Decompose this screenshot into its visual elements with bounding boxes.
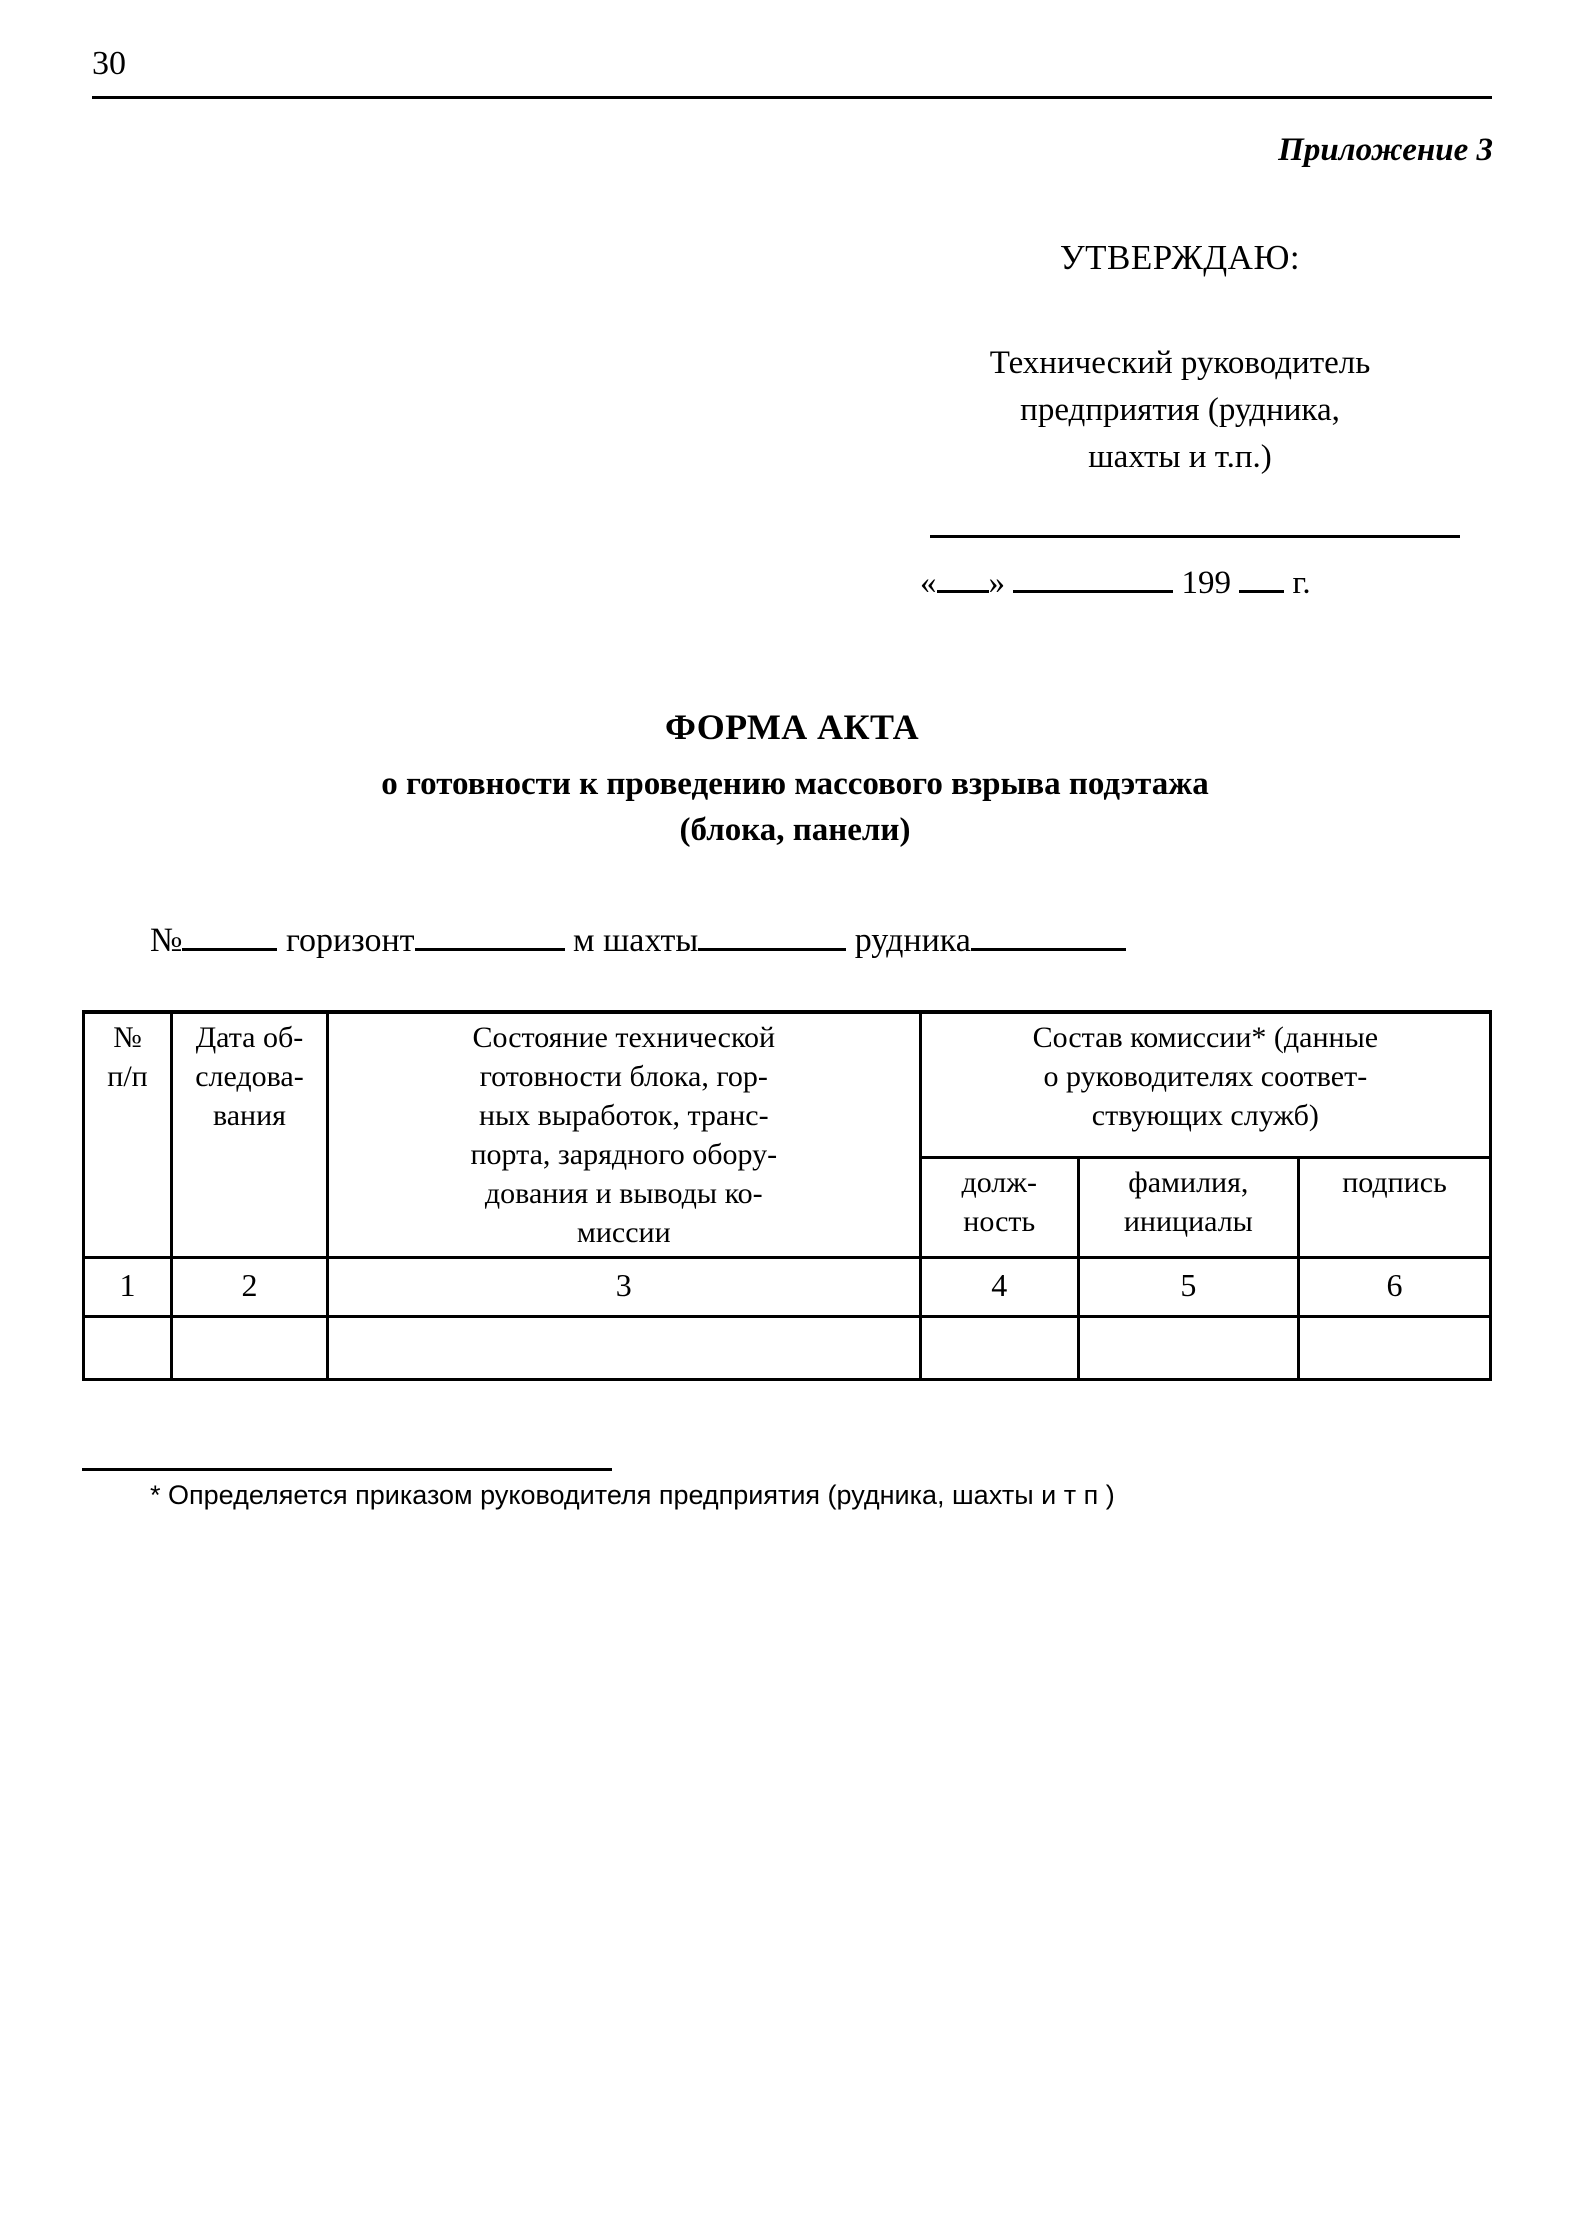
- number-blank: [182, 948, 277, 951]
- header-commission-line-2: о руководителях соответ-: [1043, 1060, 1368, 1093]
- column-number-5: 5: [1078, 1258, 1298, 1317]
- approval-line-2: предприятия (рудника,: [1020, 391, 1340, 428]
- header-cell-post: [920, 1157, 1078, 1257]
- header-state-line-6: миссии: [576, 1216, 671, 1249]
- header-date-line-1: Дата об-: [195, 1021, 304, 1054]
- approval-date-line: [920, 565, 1465, 602]
- column-number-3: 3: [327, 1258, 920, 1317]
- date-day-blank: [937, 590, 989, 593]
- page-number: 30: [92, 45, 126, 82]
- approval-authority: [900, 340, 1460, 481]
- header-cell-state: [327, 1012, 920, 1258]
- form-subtitle-line-1: о готовности к проведению массового взрыва подэтажа: [381, 766, 1209, 802]
- location-blank-line: [150, 922, 1480, 960]
- header-commission-line-1: Состав комиссии* (данные: [1032, 1021, 1379, 1054]
- header-cell-date: [172, 1012, 328, 1258]
- header-state-line-2: готовности блока, гор-: [479, 1060, 768, 1093]
- table-cell-signature[interactable]: [1298, 1316, 1490, 1379]
- header-divider: [92, 96, 1492, 99]
- appendix-label: Приложение 3: [1278, 132, 1493, 168]
- date-year: 199: [1181, 565, 1231, 601]
- act-table: [82, 1010, 1492, 1381]
- header-number-line-2: п/п: [107, 1060, 148, 1093]
- form-subtitle-line-2: (блока, панели): [679, 811, 911, 848]
- pit-blank: [971, 948, 1126, 951]
- table-cell-date[interactable]: [172, 1316, 328, 1379]
- footnote-text: * Определяется приказом руководителя предприятия (рудника, шахты и т п ): [150, 1480, 1115, 1510]
- table-cell-state[interactable]: [327, 1316, 920, 1379]
- header-name-line-1: фамилия,: [1128, 1165, 1249, 1199]
- date-year-blank: [1239, 590, 1284, 593]
- horizon-blank: [415, 948, 565, 951]
- table-header-row-1: [84, 1012, 1491, 1157]
- table-cell-post[interactable]: [920, 1316, 1078, 1379]
- approval-title: УТВЕРЖДАЮ:: [1059, 238, 1301, 277]
- number-symbol: №: [150, 922, 183, 959]
- date-year-suffix: г.: [1292, 565, 1311, 601]
- header-cell-signature: подпись: [1298, 1157, 1490, 1257]
- column-number-4: 4: [920, 1258, 1078, 1317]
- header-name-line-2: инициалы: [1123, 1204, 1253, 1238]
- header-post-line-1: долж-: [961, 1165, 1037, 1199]
- horizon-label: горизонт: [285, 922, 415, 959]
- approval-line-3: шахты и т.п.): [1088, 438, 1272, 475]
- header-post-line-2: ность: [963, 1204, 1036, 1238]
- form-subtitle: [140, 762, 1450, 853]
- form-title: ФОРМА АКТА: [665, 707, 919, 747]
- mine-blank: [698, 948, 846, 951]
- date-month-blank: [1013, 590, 1173, 593]
- mine-label: м шахты: [573, 922, 699, 959]
- date-quote-open: «: [920, 565, 937, 601]
- header-state-line-1: Состояние технической: [472, 1021, 776, 1054]
- header-state-line-3: ных выработок, транс-: [478, 1099, 769, 1132]
- header-date-line-3: вания: [212, 1099, 286, 1132]
- table-cell-name[interactable]: [1078, 1316, 1298, 1379]
- column-number-2: 2: [172, 1258, 328, 1317]
- header-cell-number: [84, 1012, 172, 1258]
- footnote-divider: [82, 1468, 612, 1471]
- signature-rule: [930, 535, 1460, 538]
- header-commission-line-3: ствующих служб): [1091, 1099, 1319, 1132]
- pit-label: рудника: [854, 922, 971, 959]
- date-quote-close: »: [988, 565, 1005, 601]
- approval-line-1: Технический руководитель: [989, 345, 1371, 381]
- header-state-line-4: порта, зарядного обору-: [470, 1138, 778, 1171]
- table-row[interactable]: [84, 1316, 1491, 1379]
- table-column-numbers-row: [84, 1258, 1491, 1317]
- header-cell-name: [1078, 1157, 1298, 1257]
- table-cell-number[interactable]: [84, 1316, 172, 1379]
- header-date-line-2: следова-: [195, 1060, 304, 1093]
- header-state-line-5: дования и выводы ко-: [484, 1177, 763, 1210]
- header-cell-commission: [920, 1012, 1490, 1157]
- column-number-6: 6: [1298, 1258, 1490, 1317]
- header-number-line-1: №: [113, 1021, 142, 1054]
- column-number-1: 1: [84, 1258, 172, 1317]
